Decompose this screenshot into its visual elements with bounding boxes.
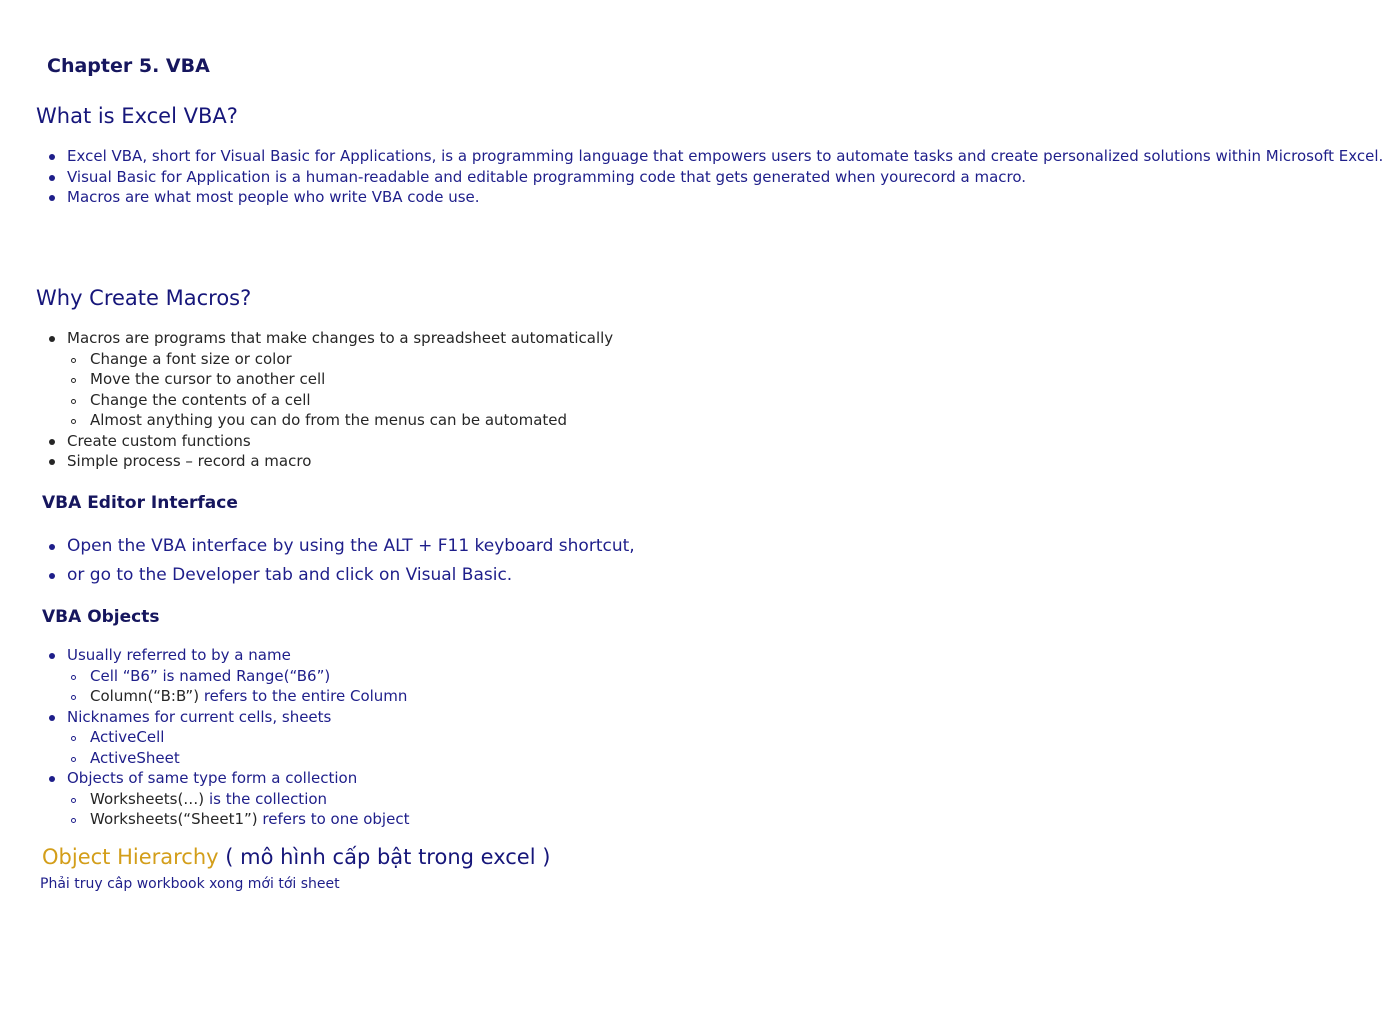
sub-list-item: Move the cursor to another cell: [67, 369, 613, 390]
what-is-vba-list: [67, 146, 1383, 208]
circle-bullet-icon: [71, 419, 76, 424]
circle-bullet-icon: [71, 757, 76, 762]
list-item: Nicknames for current cells, sheets: [67, 707, 409, 728]
bullet-icon: [49, 439, 55, 445]
list-item: Create custom functions: [67, 431, 613, 452]
object-hierarchy-title: Object Hierarchy: [42, 845, 219, 869]
object-hierarchy-subtitle: ( mô hình cấp bật trong excel ): [218, 845, 551, 869]
why-macros-list: [67, 328, 613, 472]
circle-bullet-icon: [71, 695, 76, 700]
heading-why-create-macros: Why Create Macros?: [36, 286, 252, 310]
heading-vba-editor-interface: VBA Editor Interface: [42, 493, 238, 513]
bullet-icon: [49, 573, 55, 579]
list-item: Open the VBA interface by using the ALT + F11 keyboard shortcut,: [67, 532, 635, 561]
object-hierarchy-note: Phải truy câp workbook xong mới tới sheet: [40, 876, 340, 892]
bullet-icon: [49, 195, 55, 201]
circle-bullet-icon: [71, 378, 76, 383]
list-item: Excel VBA, short for Visual Basic for Applications, is a programming language that empowers users to automate tasks and create personalized solutions within Microsoft Excel.: [67, 146, 747, 167]
list-item: Usually referred to by a name: [67, 645, 409, 666]
list-item: Simple process – record a macro: [67, 451, 613, 472]
bullet-icon: [49, 776, 55, 782]
sub-list-item: Worksheets(…) is the collection: [67, 789, 409, 810]
list-item: Objects of same type form a collection: [67, 768, 409, 789]
sub-list-item: ActiveSheet: [67, 748, 409, 769]
list-item: Macros are programs that make changes to a spreadsheet automatically: [67, 328, 613, 349]
bullet-icon: [49, 459, 55, 465]
bullet-icon: [49, 154, 55, 160]
circle-bullet-icon: [71, 818, 76, 823]
list-item: Visual Basic for Application is a human-readable and editable programming code that gets generated when yourecord a macro.: [67, 167, 747, 188]
sub-list-item: Worksheets(“Sheet1”) refers to one object: [67, 809, 409, 830]
sub-list-item: Change the contents of a cell: [67, 390, 613, 411]
chapter-title: Chapter 5. VBA: [47, 55, 210, 77]
circle-bullet-icon: [71, 358, 76, 363]
bullet-icon: [49, 544, 55, 550]
sub-list-item: Change a font size or color: [67, 349, 613, 370]
circle-bullet-icon: [71, 675, 76, 680]
bullet-icon: [49, 715, 55, 721]
sub-list-item: Cell “B6” is named Range(“B6”): [67, 666, 409, 687]
bullet-icon: [49, 336, 55, 342]
circle-bullet-icon: [71, 798, 76, 803]
bullet-icon: [49, 653, 55, 659]
sub-list-item: Almost anything you can do from the menus can be automated: [67, 410, 613, 431]
vba-objects-list: [67, 645, 409, 830]
list-item: Macros are what most people who write VBA code use.: [67, 187, 747, 208]
circle-bullet-icon: [71, 399, 76, 404]
heading-object-hierarchy: [42, 845, 550, 869]
circle-bullet-icon: [71, 736, 76, 741]
bullet-icon: [49, 175, 55, 181]
sub-list-item: Column(“B:B”) refers to the entire Column: [67, 686, 409, 707]
heading-what-is-excel-vba: What is Excel VBA?: [36, 104, 238, 128]
list-item: or go to the Developer tab and click on Visual Basic.: [67, 561, 635, 590]
heading-vba-objects: VBA Objects: [42, 607, 160, 627]
sub-list-item: ActiveCell: [67, 727, 409, 748]
vba-editor-list: [67, 532, 635, 590]
